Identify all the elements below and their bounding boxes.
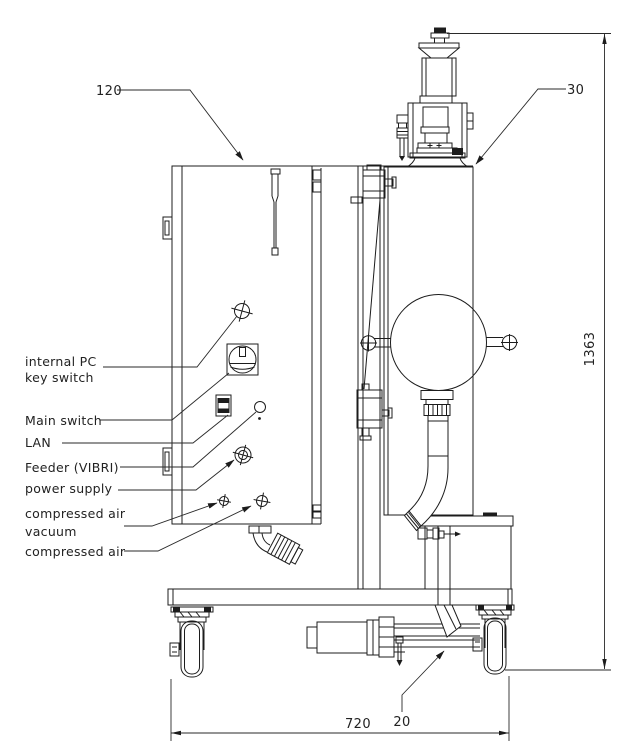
- compressed-air-vacuum-port-symbol: [216, 493, 232, 509]
- label-compressed-air-vacuum-line1: compressed air: [25, 506, 126, 521]
- label-lan: LAN: [25, 435, 52, 450]
- discharge-chute: [435, 589, 461, 637]
- ref-20-label: 20: [393, 715, 411, 730]
- annotations: [25, 34, 611, 742]
- side-valve: [397, 115, 408, 161]
- door-rod: [271, 169, 280, 255]
- hinge-top: [163, 217, 172, 239]
- dim-height-label: 1363: [583, 331, 598, 367]
- hose-elbow: [405, 456, 462, 539]
- actuator-rod: [394, 624, 480, 647]
- feeder-port-symbol: [255, 402, 266, 420]
- pneumatic-cylinder: [307, 617, 405, 666]
- power-supply-port-symbol: [230, 442, 256, 468]
- handle-left: [360, 335, 391, 352]
- label-compressed-air: compressed air: [25, 544, 126, 559]
- cabinet-hose-connector: [249, 526, 304, 567]
- ref-30-label: 30: [567, 83, 585, 98]
- label-compressed-air-vacuum-line2: vacuum: [25, 524, 77, 539]
- handle-right: [486, 334, 518, 351]
- outlet-tube: [421, 391, 453, 457]
- key-switch-port-symbol: [229, 298, 256, 325]
- label-feeder-vibri: Feeder (VIBRI): [25, 460, 119, 475]
- dim-width-label: 720: [344, 717, 372, 732]
- feeder-tower: [397, 28, 473, 168]
- ref-120-label: 120: [96, 84, 123, 99]
- label-internal-pc-line1: internal PC: [25, 354, 97, 369]
- lan-port-symbol: [216, 395, 231, 416]
- label-power-supply: power supply: [25, 481, 113, 496]
- lower-bracket: [357, 384, 392, 440]
- label-main-switch: Main switch: [25, 413, 103, 428]
- label-internal-pc-line2: key switch: [25, 370, 94, 385]
- hinge-bottom: [163, 448, 172, 475]
- caster-left: [170, 607, 213, 677]
- lower-box: [421, 513, 513, 590]
- base-frame: [168, 589, 512, 605]
- compressed-air-port-symbol: [252, 491, 272, 511]
- support-column: [351, 165, 396, 589]
- main-switch-symbol: [227, 344, 258, 375]
